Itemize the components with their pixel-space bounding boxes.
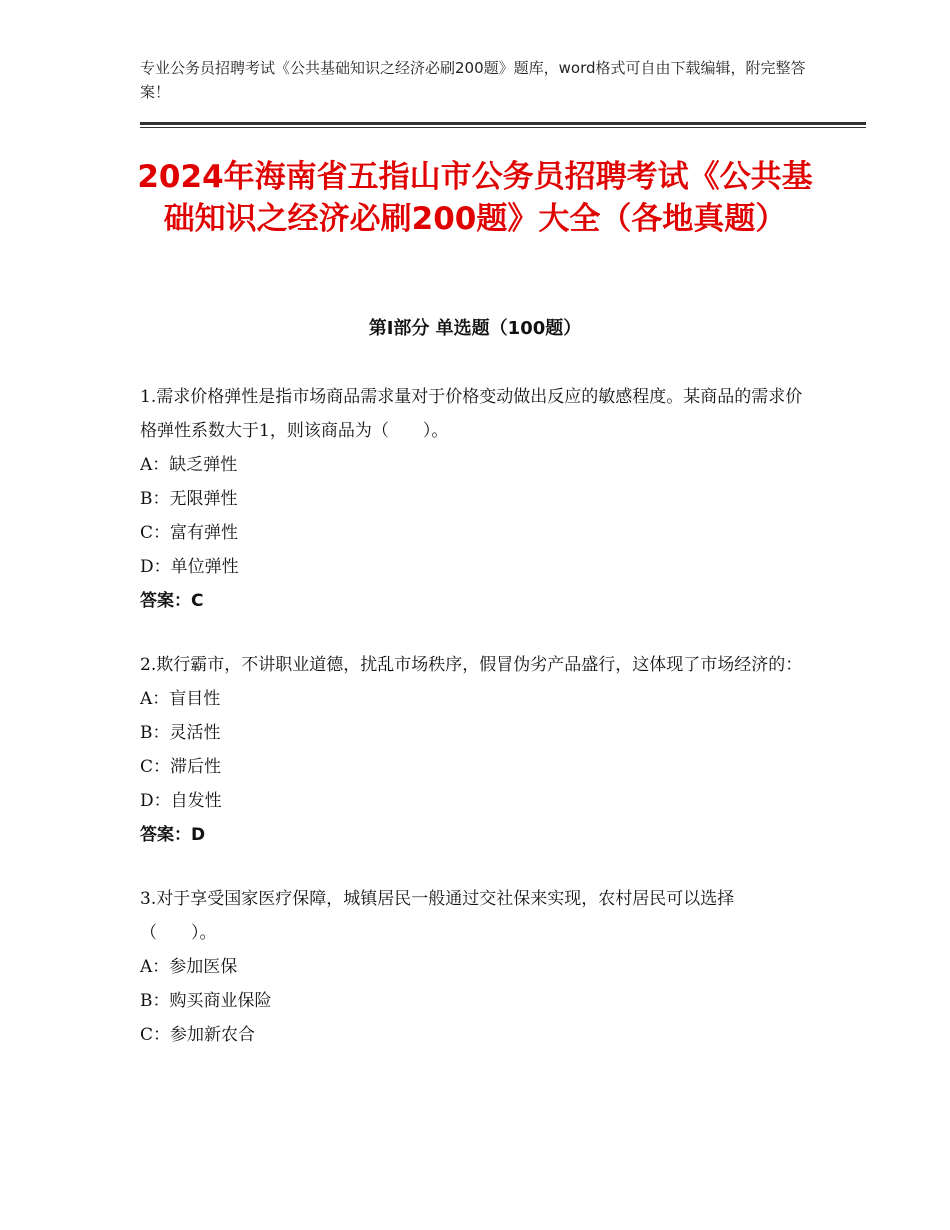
header-rule-thin bbox=[140, 127, 866, 128]
option-a: A：参加医保 bbox=[140, 957, 238, 977]
option-b: B：无限弹性 bbox=[140, 489, 238, 509]
question-text: 1.需求价格弹性是指市场商品需求量对于价格变动做出反应的敏感程度。某商品的需求价格弹性系数大于1，则该商品为（ ）。 bbox=[140, 387, 803, 441]
answer: 答案：D bbox=[140, 825, 206, 845]
option-a: A：盲目性 bbox=[140, 689, 221, 709]
option-c: C：富有弹性 bbox=[140, 523, 239, 543]
section-title: 第Ⅰ部分 单选题（100题） bbox=[368, 318, 582, 339]
option-a: A：缺乏弹性 bbox=[140, 455, 238, 475]
option-c: C：参加新农合 bbox=[140, 1025, 256, 1045]
question-list bbox=[140, 380, 810, 1082]
option-c: C：滞后性 bbox=[140, 757, 222, 777]
document-title: 2024年海南省五指山市公务员招聘考试《公共基础知识之经济必刷200题》大全（各地真题） bbox=[137, 159, 813, 237]
option-b: B：购买商业保险 bbox=[140, 991, 272, 1011]
option-d: D：自发性 bbox=[140, 791, 222, 811]
question-text: 3.对于享受国家医疗保障，城镇居民一般通过交社保来实现，农村居民可以选择（ ）。 bbox=[140, 889, 735, 943]
answer: 答案：C bbox=[140, 591, 204, 611]
option-b: B：灵活性 bbox=[140, 723, 221, 743]
question-text: 2.欺行霸市，不讲职业道德，扰乱市场秩序，假冒伪劣产品盛行，这体现了市场经济的： bbox=[140, 655, 803, 675]
header-rule-thick bbox=[140, 122, 866, 125]
question-3 bbox=[140, 882, 810, 1052]
question-1 bbox=[140, 380, 810, 618]
question-2 bbox=[140, 648, 810, 852]
header-note: 专业公务员招聘考试《公共基础知识之经济必刷200题》题库，word格式可自由下载编辑，附完整答案！ bbox=[140, 59, 806, 101]
option-d: D：单位弹性 bbox=[140, 557, 239, 577]
